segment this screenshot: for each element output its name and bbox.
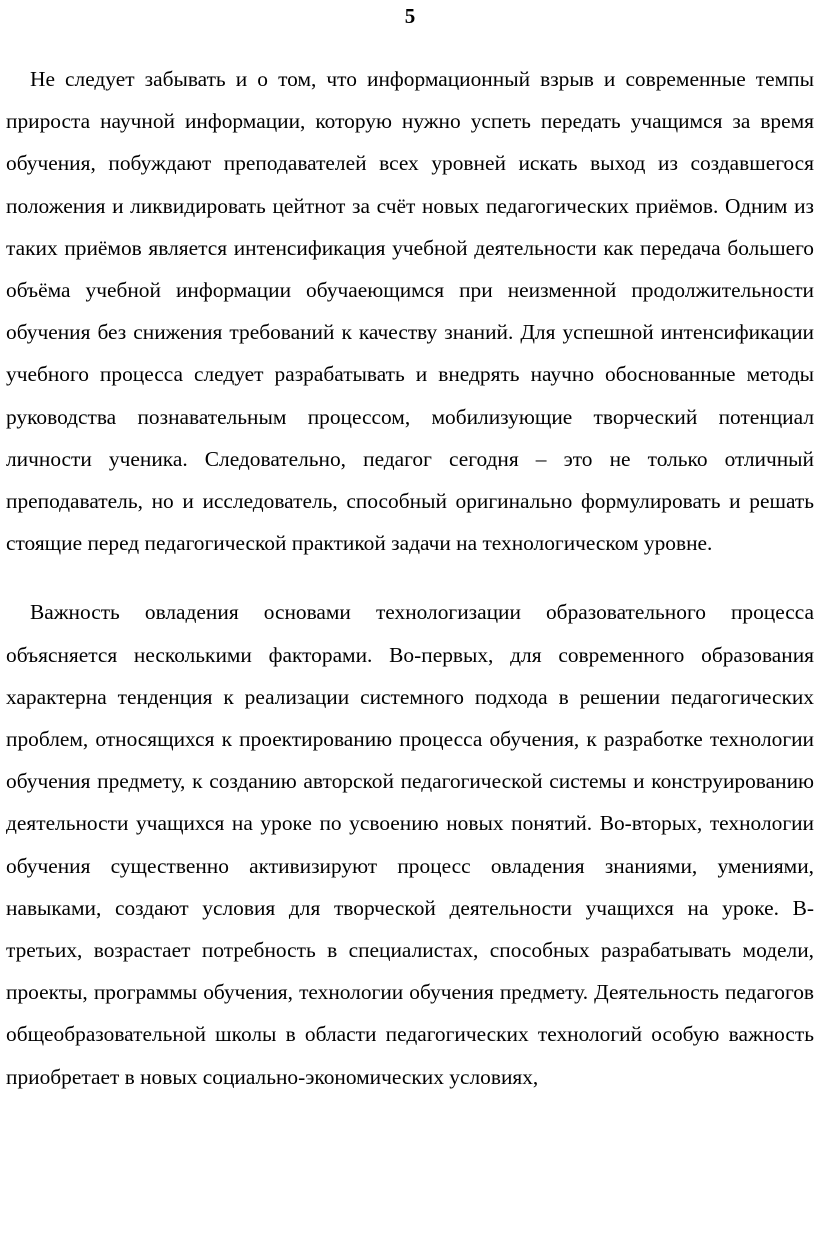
paragraph-2: Важность овладения основами технологизации образовательного процесса объясняется несколькими факторами. Во-первых, для современного образования характерна тенденция к реализации системного подхода в решении педагогических проблем, относящихся к проектированию процесса обучения, к разработке технологии обучения предмету, к созданию авторской педагогической системы и конструированию деятельности учащихся на уроке по усвоению новых понятий. Во-вторых, технологии обучения существенно активизируют процесс овладения знаниями, умениями, навыками, создают условия для творческой деятельности учащихся на уроке. В-третьих, возрастает потребность в специалистах, способных разрабатывать модели, проекты, программы обучения, технологии обучения предмету. Деятельность педагогов общеобразовательной школы в области педагогических технологий особую важность приобретает в новых социально-экономических условиях, — [6, 600, 814, 1089]
paragraph-1: Не следует забывать и о том, что информационный взрыв и современные темпы прироста научной информации, которую нужно успеть передать учащимся за время обучения, побуждают преподавателей всех уровней искать выход из создавшегося положения и ликвидировать цейтнот за счёт новых педагогических приёмов. Одним из таких приёмов является интенсификация учебной деятельности как передача большего объёма учебной информации обучаеющимся при неизменной продолжительности обучения без снижения требований к качеству знаний. Для успешной интенсификации учебного процесса следует разрабатывать и внедрять научно обоснованные методы руководства познавательным процессом, мобилизующие творческий потенциал личности ученика. Следовательно, педагог сегодня – это не только отличный преподаватель, но и исследователь, способный оригинально формулировать и решать стоящие перед педагогической практикой задачи на технологическом уровне. — [6, 67, 814, 556]
page-number: 5 — [404, 4, 416, 28]
